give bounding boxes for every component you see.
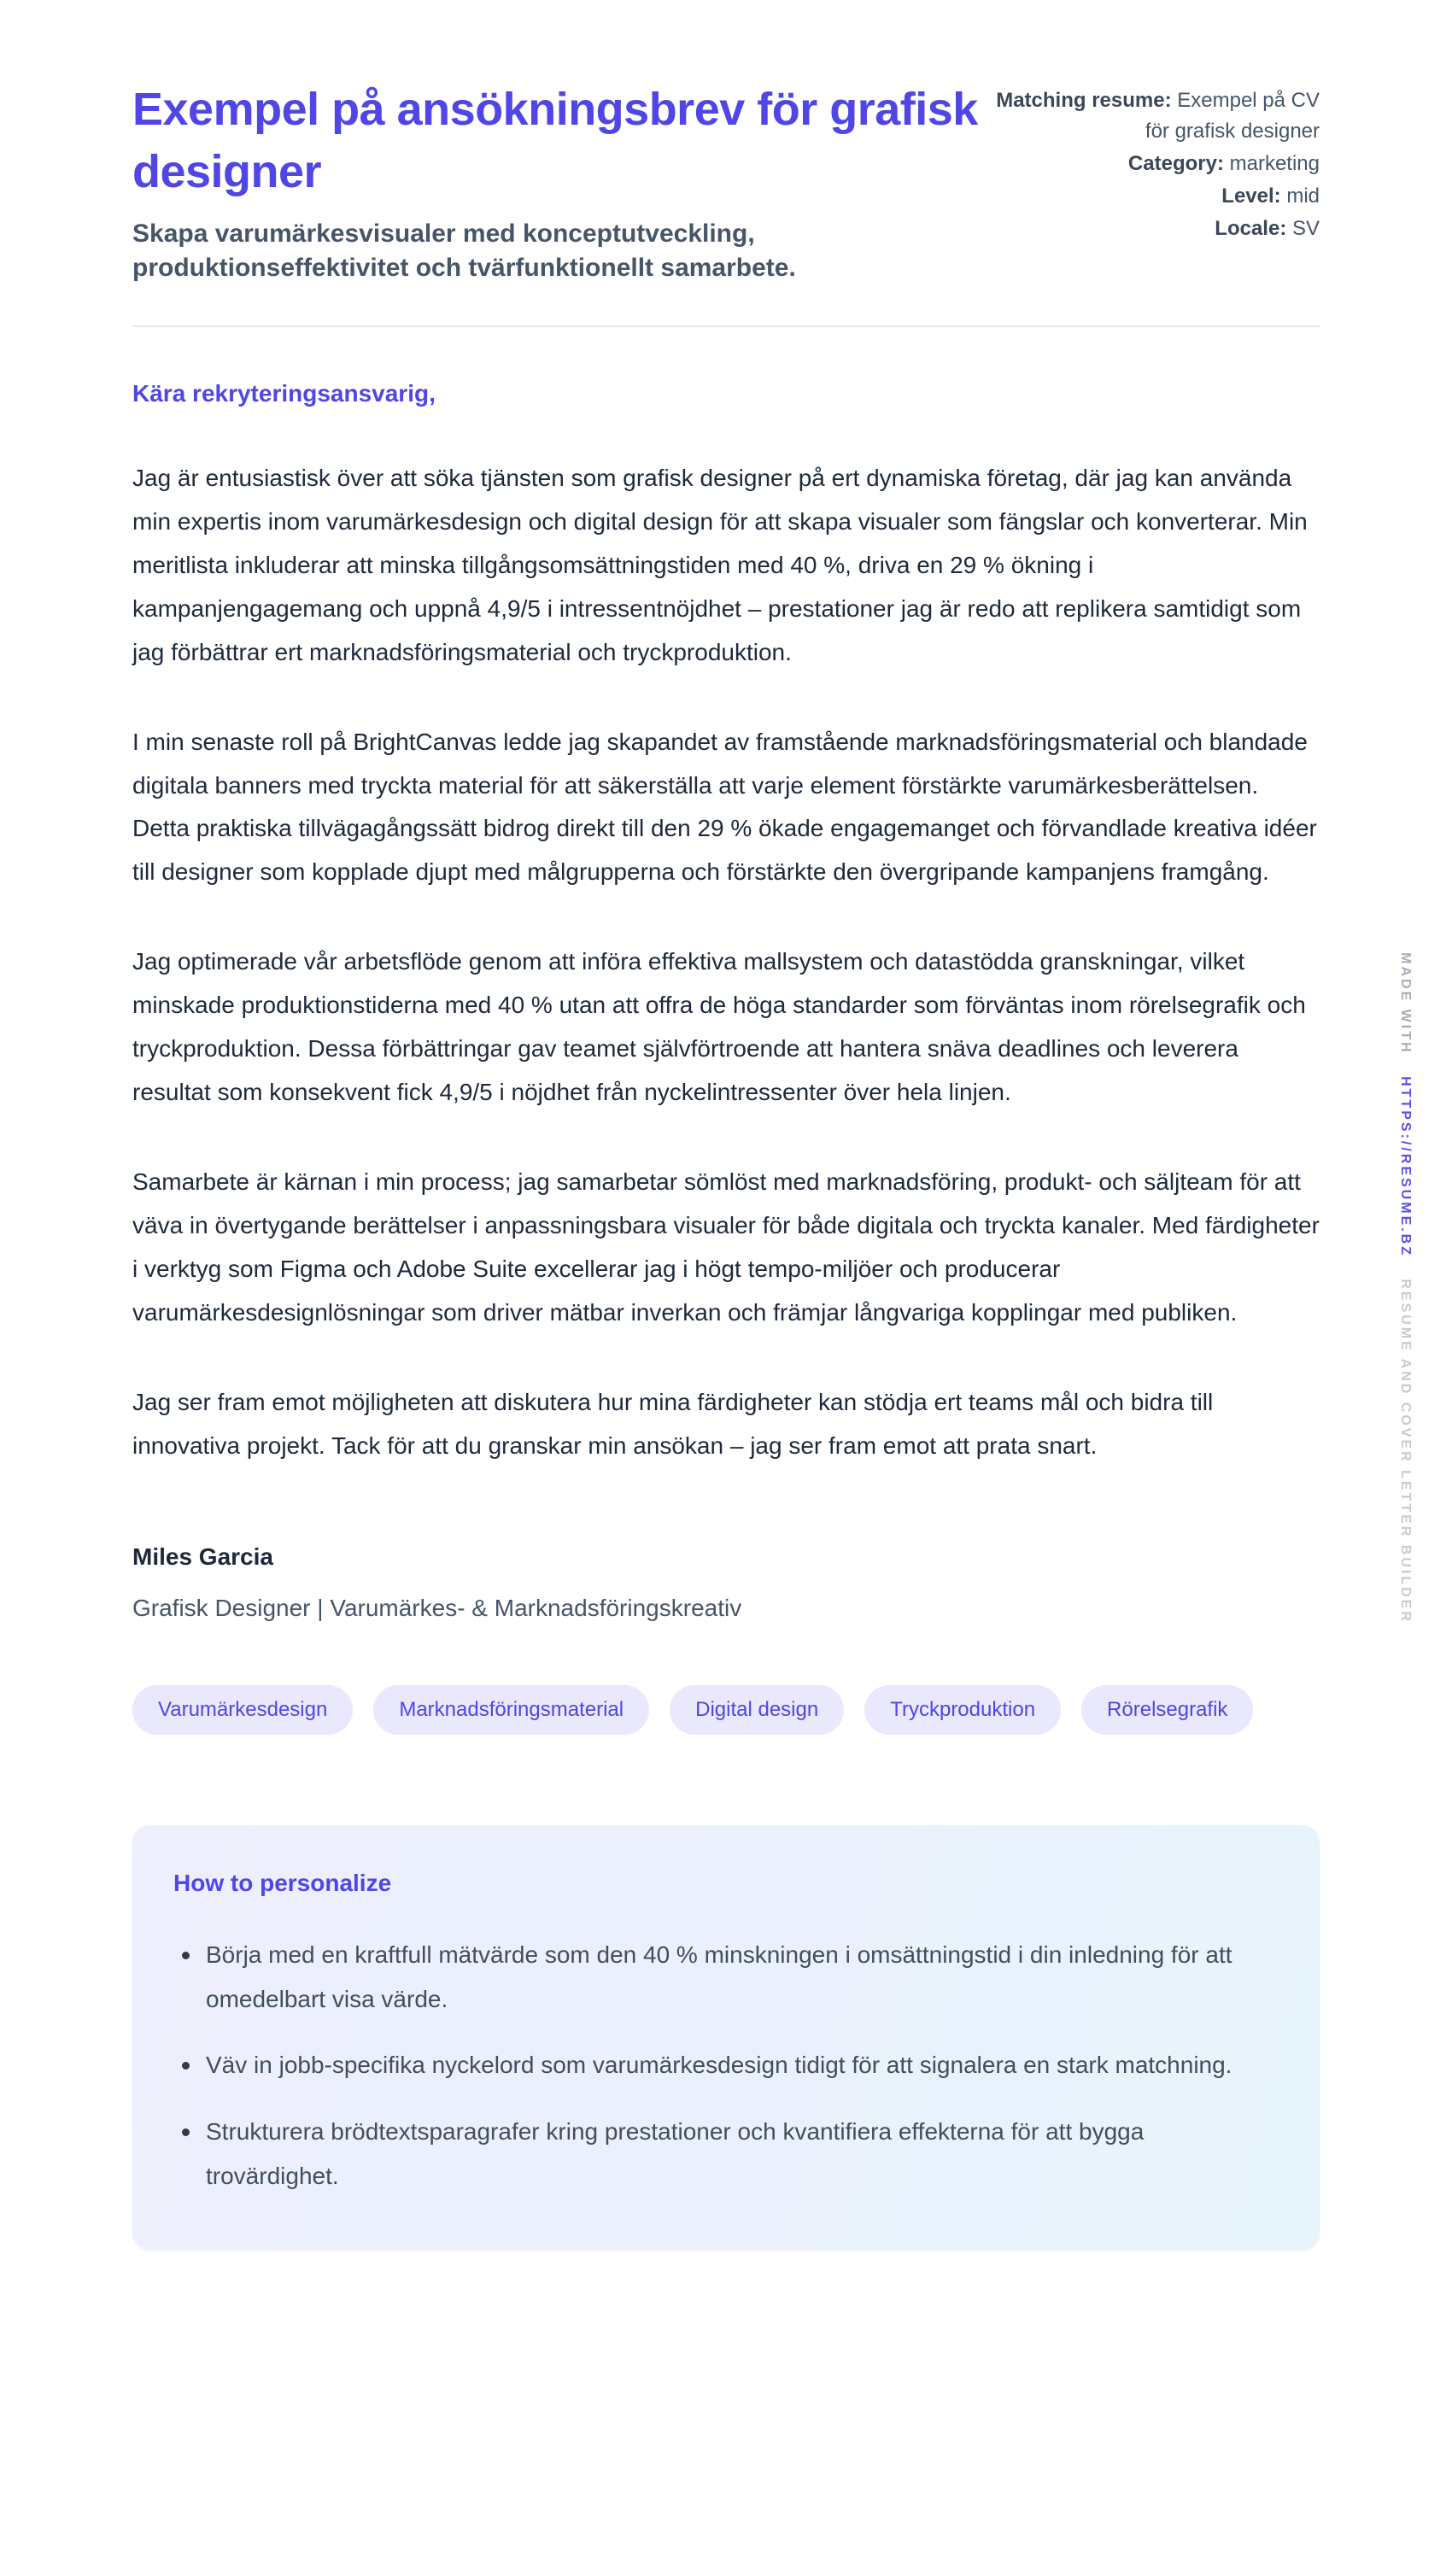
watermark-prefix: MADE WITH <box>1398 952 1413 1055</box>
meta-value: Exempel på CV för grafisk designer <box>1145 89 1320 143</box>
letter-paragraph: I min senaste roll på BrightCanvas ledde jag skapandet av framstående marknadsföringsmaterial och blandade digitala banners med tryckta material för att säkerställa att varje element förstärkte varumärkesberättelsen. Detta praktiska tillvägagångssätt bidrog direkt till den 29 % ökade engagemanget och förvandlade kreativa idéer till designer som kopplade djupt med målgrupperna och förstärkte den övergripande kampanjens framgång. <box>132 728 1317 886</box>
meta-locale <box>995 214 1320 244</box>
page-title: Exempel på ansökningsbrev för grafisk designer <box>132 84 978 197</box>
signature-block <box>132 1543 1320 1622</box>
header-title-block <box>132 79 995 286</box>
tag-marknadsforingsmaterial[interactable]: Marknadsföringsmaterial <box>373 1685 649 1735</box>
letter-paragraph: Jag optimerade vår arbetsflöde genom att införa effektiva mallsystem och datastödda granskningar, vilket minskade produktionstiderna med 40 % utan att offra de höga standarder som förväntas inom rörelsegrafik och tryckproduktion. Dessa förbättringar gav teamet självförtroende att hantera snäva deadlines och leverera resultat som konsekvent fick 4,9/5 i nöjdhet från nyckelintressenter över hela linjen. <box>132 948 1306 1106</box>
tip-item: Strukturera brödtextsparagrafer kring prestationer och kvantifiera effekterna för att bygga trovärdighet. <box>173 2110 1275 2198</box>
skill-tags <box>132 1685 1320 1735</box>
meta-category <box>995 149 1320 179</box>
meta-value: mid <box>1286 184 1320 208</box>
meta-value: SV <box>1291 217 1320 240</box>
made-with-watermark <box>1397 952 1413 1624</box>
meta-level <box>995 181 1320 212</box>
watermark-suffix: RESUME AND COVER LETTER BUILDER <box>1398 1279 1413 1624</box>
tips-title: How to personalize <box>173 1869 392 1896</box>
letter-paragraph: Jag ser fram emot möjligheten att diskutera hur mina färdigheter kan stödja ert teams mål och bidra till innovativa projekt. Tack för att du granskar min ansökan – jag ser fram emot att prata snart. <box>132 1388 1214 1459</box>
header-divider <box>132 325 1320 327</box>
meta-matching-resume <box>995 85 1320 147</box>
how-to-personalize-box <box>132 1825 1320 2250</box>
meta-label: Locale: <box>1215 217 1287 240</box>
meta-label: Level: <box>1221 184 1281 208</box>
tag-digital-design[interactable]: Digital design <box>670 1685 844 1735</box>
cover-letter-body <box>132 380 1320 1622</box>
signature-name: Miles Garcia <box>132 1543 273 1570</box>
meta-label: Matching resume: <box>996 89 1172 112</box>
tips-list <box>173 1933 1279 2198</box>
resume-meta <box>995 79 1320 246</box>
resume-bz-link[interactable]: HTTPS://RESUME.BZ <box>1398 1076 1413 1257</box>
tag-tryckproduktion[interactable]: Tryckproduktion <box>864 1685 1061 1735</box>
meta-value: marketing <box>1229 152 1320 175</box>
meta-label: Category: <box>1127 152 1224 175</box>
letter-greeting: Kära rekryteringsansvarig, <box>132 379 436 407</box>
letter-paragraph: Samarbete är kärnan i min process; jag samarbetar sömlöst med marknadsföring, produkt- och säljteam för att väva in övertygande berättelser i anpassningsbara visualer för både digitala och tryckta kanaler. Med färdigheter i verktyg som Figma och Adobe Suite excellerar jag i högt tempo-miljöer och producerar varumärkesdesignlösningar som driver mätbar inverkan och främjar långvariga kopplingar med publiken. <box>132 1168 1320 1326</box>
tag-rorelsegrafik[interactable]: Rörelsegrafik <box>1081 1685 1253 1735</box>
letter-paragraph: Jag är entusiastisk över att söka tjänsten som grafisk designer på ert dynamiska företag, där jag kan använda min expertis inom varumärkesdesign och digital design för att skapa visualer som fängslar och konverterar. Min meritlista inkluderar att minska tillgångsomsättningstiden med 40 %, driva en 29 % ökning i kampanjengagemang och uppnå 4,9/5 i intressentnöjdhet – prestationer jag är redo att replikera samtidigt som jag förbättrar ert marknadsföringsmaterial och tryckproduktion. <box>132 464 1308 665</box>
page-header <box>132 79 1320 286</box>
page-subtitle: Skapa varumärkesvisualer med konceptutveckling, produktionseffektivitet och tvärfunktionellt samarbete. <box>132 219 796 283</box>
tip-item: Börja med en kraftfull mätvärde som den 40 % minskningen i omsättningstid i din inledning för att omedelbart visa värde. <box>173 1933 1275 2022</box>
signature-role: Grafisk Designer | Varumärkes- & Marknadsföringskreativ <box>132 1594 742 1621</box>
tag-varumarkesdesign[interactable]: Varumärkesdesign <box>132 1685 353 1735</box>
tip-item: Väv in jobb-specifika nyckelord som varumärkesdesign tidigt för att signalera en stark matchning. <box>173 2043 1275 2087</box>
